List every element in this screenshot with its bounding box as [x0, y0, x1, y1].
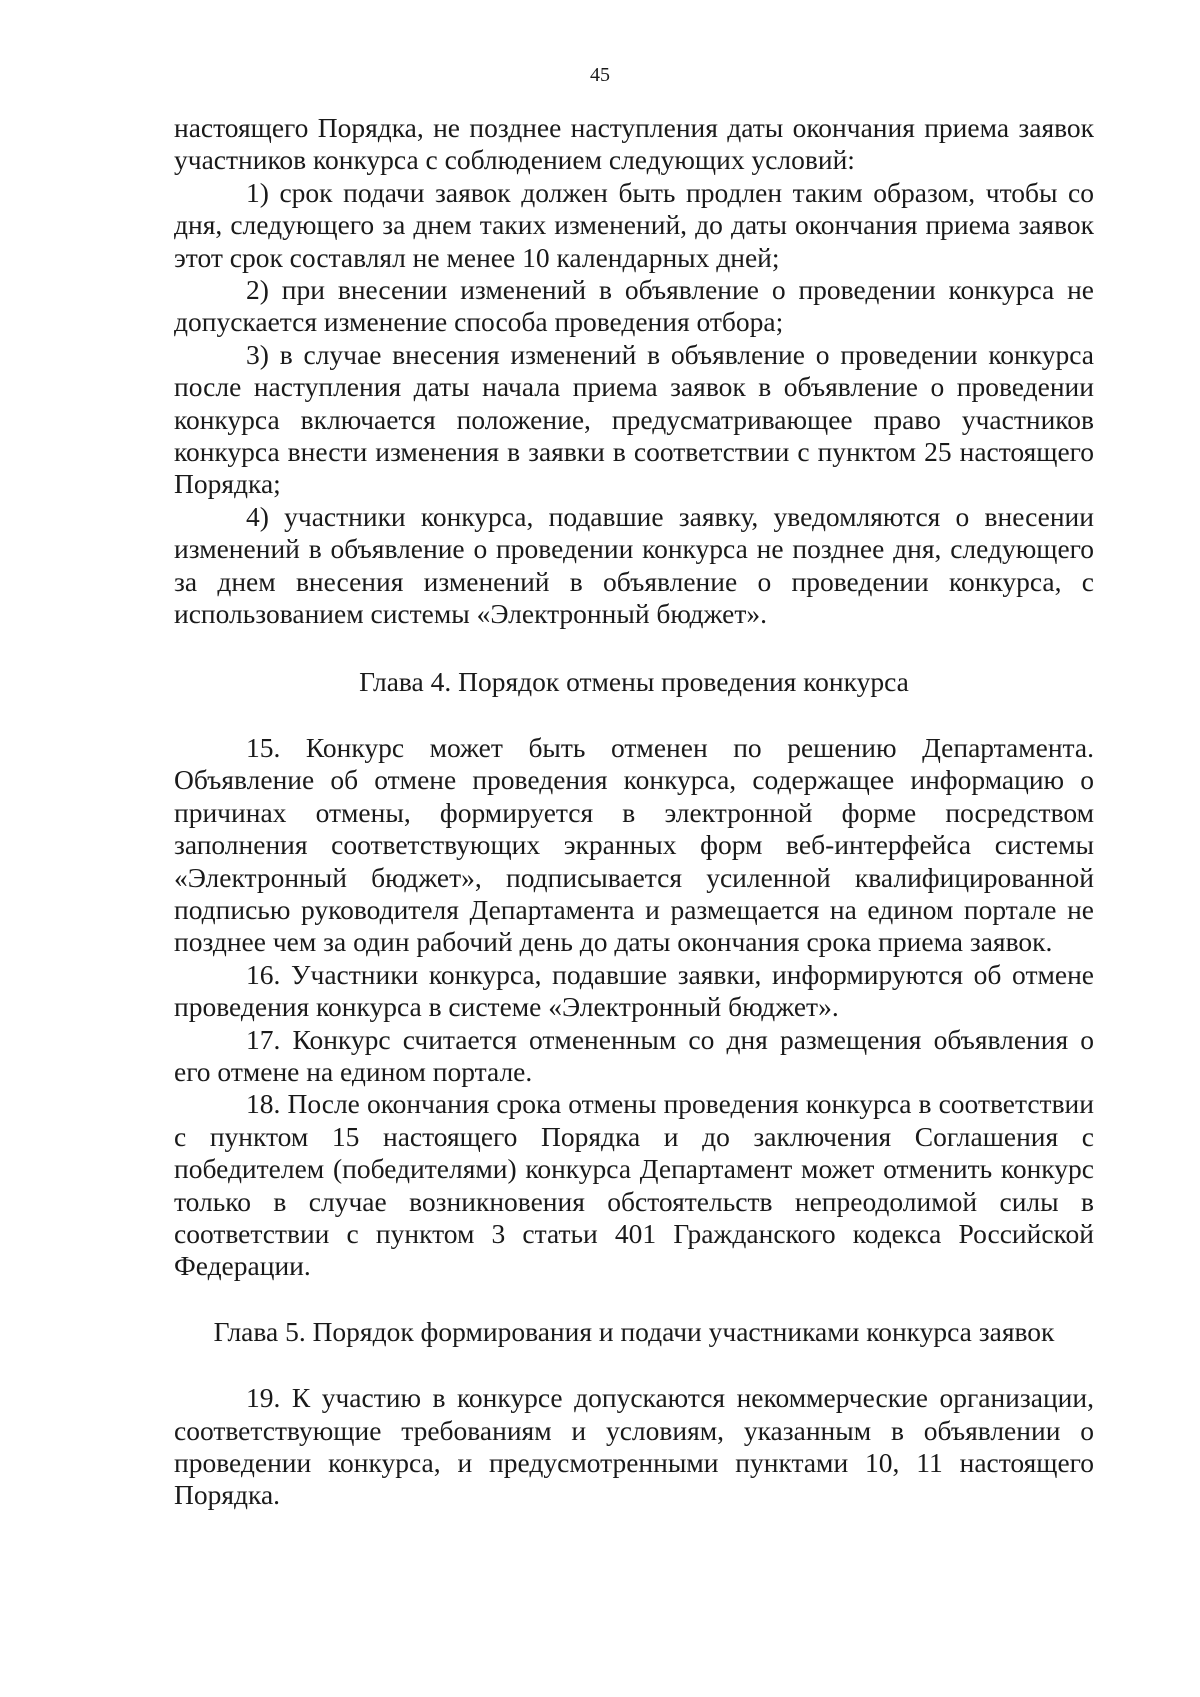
clause-16: 16. Участники конкурса, подавшие заявки, информируются об отмене проведения конкурса в системе «Электронный бюджет». — [174, 958, 1094, 1023]
document-body — [174, 112, 1094, 1512]
chapter-5-heading: Глава 5. Порядок формирования и подачи участниками конкурса заявок — [213, 1315, 1055, 1347]
clause-18: 18. После окончания срока отмены проведения конкурса в соответствии с пунктом 15 настоящего Порядка и до заключения Соглашения с победителем (победителями) конкурса Департамент может отменить конкурс только в случае возникновения обстоятельств непреодолимой силы в соответствии с пунктом 3 статьи 401 Гражданского кодекса Российской Федерации. — [174, 1088, 1094, 1282]
page-number: 45 — [590, 64, 610, 86]
paragraph-continuation: настоящего Порядка, не позднее наступления даты окончания приема заявок участников конкурса с соблюдением следующих условий: — [174, 112, 1094, 176]
condition-item-3: 3) в случае внесения изменений в объявление о проведении конкурса после наступления даты начала приема заявок в объявление о проведении конкурса включается положение, предусматривающее право участников конкурса внести изменения в заявки в соответствии с пунктом 25 настоящего Порядка; — [174, 338, 1094, 500]
clause-17: 17. Конкурс считается отмененным со дня размещения объявления о его отмене на едином портале. — [174, 1023, 1094, 1087]
condition-item-4: 4) участники конкурса, подавшие заявку, уведомляются о внесении изменений в объявление о проведении конкурса не позднее дня, следующего за днем внесения изменений в объявление о проведении конкурса, с использованием системы «Электронный бюджет». — [174, 500, 1094, 630]
clause-19: 19. К участию в конкурсе допускаются некоммерческие организации, соответствующие требованиям и условиям, указанным в объявлении о проведении конкурса, и предусмотренными пунктами 10, 11 настоящего Порядка. — [174, 1382, 1094, 1511]
condition-item-2: 2) при внесении изменений в объявление о проведении конкурса не допускается изменение способа проведения отбора; — [174, 274, 1094, 338]
clause-15: 15. Конкурс может быть отменен по решению Департамента. Объявление об отмене проведения конкурса, содержащее информацию о причинах отмены, формируется в электронной форме посредством заполнения соответствующих экранных форм веб-интерфейса системы «Электронный бюджет», подписывается усиленной квалифицированной подписью руководителя Департамента и размещается на едином портале не позднее чем за один рабочий день до даты окончания срока приема заявок. — [174, 731, 1094, 958]
condition-item-1: 1) срок подачи заявок должен быть продлен таким образом, чтобы со дня, следующего за днем таких изменений, до даты окончания приема заявок этот срок составлял не менее 10 календарных дней; — [174, 176, 1094, 273]
chapter-4-heading: Глава 4. Порядок отмены проведения конкурса — [359, 665, 909, 697]
